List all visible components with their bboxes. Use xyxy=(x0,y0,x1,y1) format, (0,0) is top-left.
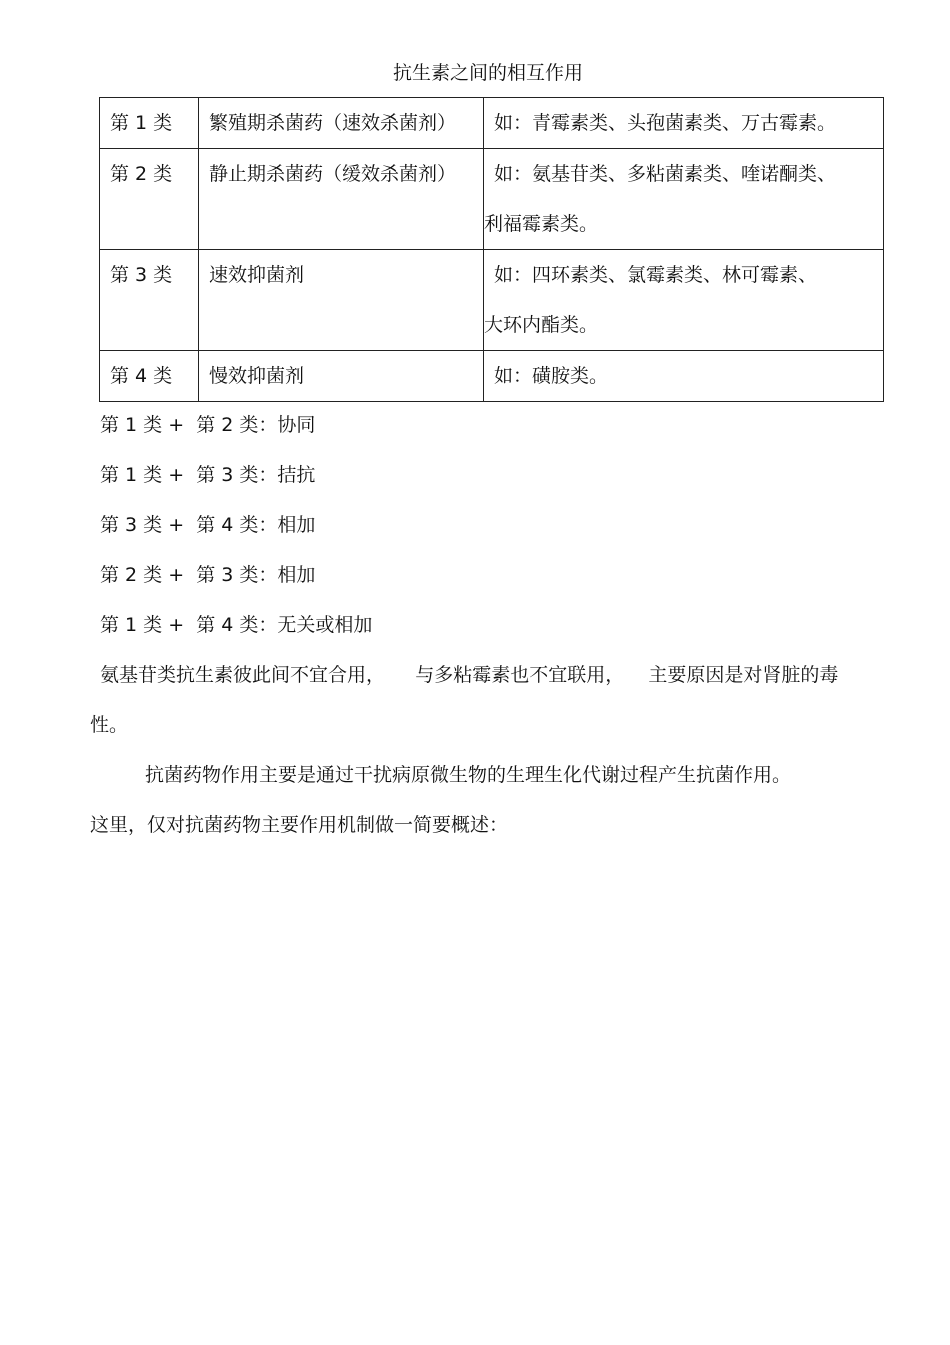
class-cell: 第 4 类 xyxy=(100,351,199,402)
paragraph-line: 性。 xyxy=(90,714,129,736)
paragraph-line: 这里，仅对抗菌药物主要作用机制做一简要概述： xyxy=(90,814,509,836)
example-cell: 如：青霉素类、头孢菌素类、万古霉素。 xyxy=(484,98,884,149)
table-row xyxy=(100,351,884,402)
table-row xyxy=(100,149,884,250)
drug-type-cell: 静止期杀菌药（缓效杀菌剂） xyxy=(199,149,484,250)
class-cell: 第 1 类 xyxy=(100,98,199,149)
combination-rule: 第 1 类 + 第 3 类：拮抗 xyxy=(100,464,316,486)
drug-type-cell: 慢效抑菌剂 xyxy=(199,351,484,402)
table-row xyxy=(100,250,884,351)
paragraph-line: 氨基苷类抗生素彼此间不宜合用， 与多粘霉素也不宜联用， 主要原因是对肾脏的毒 xyxy=(100,664,839,686)
class-cell: 第 2 类 xyxy=(100,149,199,250)
page-title: 抗生素之间的相互作用 xyxy=(392,62,583,84)
example-cell: 如：磺胺类。 xyxy=(484,351,884,402)
paragraph-line: 抗菌药物作用主要是通过干扰病原微生物的生理生化代谢过程产生抗菌作用。 xyxy=(145,764,792,786)
table-row xyxy=(100,98,884,149)
example-cell: 如：四环素类、氯霉素类、林可霉素、 大环内酯类。 xyxy=(484,250,884,351)
example-cell: 如：氨基苷类、多粘菌素类、喹诺酮类、 利福霉素类。 xyxy=(484,149,884,250)
combination-rule: 第 3 类 + 第 4 类：相加 xyxy=(100,514,316,536)
combination-rule: 第 2 类 + 第 3 类：相加 xyxy=(100,564,316,586)
drug-type-cell: 繁殖期杀菌药（速效杀菌剂） xyxy=(199,98,484,149)
combination-rule: 第 1 类 + 第 4 类：无关或相加 xyxy=(100,614,373,636)
class-cell: 第 3 类 xyxy=(100,250,199,351)
antibiotic-class-table xyxy=(99,97,884,402)
combination-rule: 第 1 类 + 第 2 类：协同 xyxy=(100,414,316,436)
drug-type-cell: 速效抑菌剂 xyxy=(199,250,484,351)
